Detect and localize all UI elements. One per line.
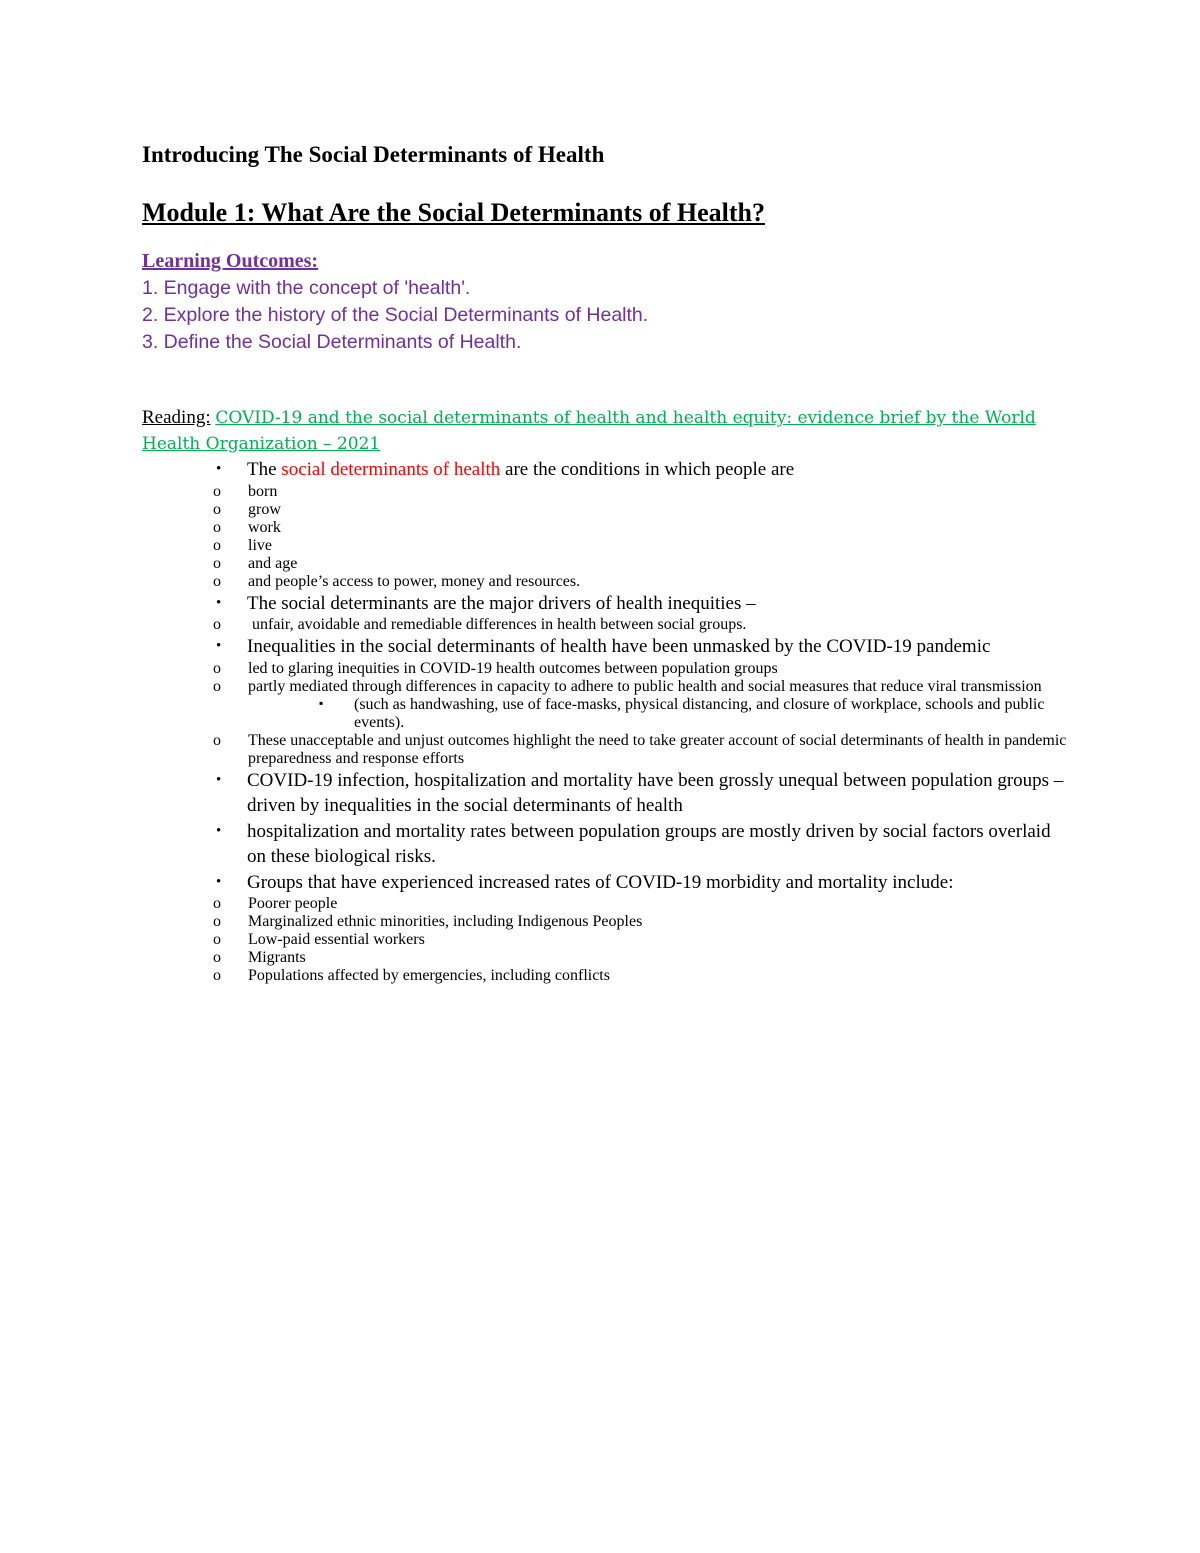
sub-list [142, 660, 1072, 768]
subsub-item-text: (such as handwashing, use of face-masks, physical distancing, and closure of workplace, schools and public events). [354, 695, 1045, 731]
sub-marker: o [213, 616, 221, 633]
bullet-marker: • [216, 771, 222, 788]
document-page [142, 140, 1072, 985]
reading-reference [142, 405, 1072, 457]
sub-item [142, 660, 1072, 678]
bullet-text: are the conditions in which people are [500, 459, 795, 480]
sub-item [142, 616, 1072, 634]
sub-marker: o [213, 913, 221, 930]
sub-item [142, 537, 1072, 555]
sub-item-text: led to glaring inequities in COVID-19 health outcomes between population groups [248, 659, 778, 677]
sub-item [142, 483, 1072, 501]
sub-list [142, 895, 1072, 985]
learning-outcome-item: 2. Explore the history of the Social Determinants of Health. [142, 304, 649, 326]
bullet-text: Groups that have experienced increased rates of COVID-19 morbidity and mortality include: [247, 871, 954, 893]
learning-outcome-item: 1. Engage with the concept of 'health'. [142, 277, 471, 299]
bullet-list [142, 457, 1072, 483]
sub-marker: o [213, 554, 221, 572]
reading-label: Reading: [142, 407, 211, 428]
sub-marker: o [213, 536, 221, 554]
sub-list [142, 483, 1072, 591]
sub-item [142, 949, 1072, 967]
bullet-item-conditions [142, 457, 1072, 483]
sub-item [142, 555, 1072, 573]
sub-marker: o [213, 500, 221, 518]
sub-item [142, 678, 1072, 732]
sub-item-text: Poorer people [248, 895, 338, 912]
bullet-list [142, 634, 1072, 660]
subsub-list [248, 696, 1072, 732]
sub-marker: o [213, 572, 221, 590]
sub-item-text: Marginalized ethnic minorities, including Indigenous Peoples [248, 913, 643, 930]
sub-marker: o [213, 482, 221, 500]
bullet-item-rates [142, 819, 1072, 870]
sub-item-text: live [248, 536, 272, 554]
sub-marker: o [213, 931, 221, 948]
sub-item-text: Low-paid essential workers [248, 931, 425, 948]
sub-marker: o [213, 677, 221, 695]
sub-item-text: work [248, 518, 281, 536]
sub-item-text: Migrants [248, 949, 306, 966]
square-marker: ▪ [319, 695, 324, 710]
subsub-item [248, 696, 1072, 732]
bullet-marker: • [216, 594, 222, 611]
bullet-text: The social determinants are the major drivers of health inequities – [247, 592, 756, 614]
module-heading: Module 1: What Are the Social Determinants of Health? [142, 198, 765, 227]
sub-marker: o [213, 895, 221, 912]
bullet-marker: • [216, 822, 222, 839]
sub-item-text: and age [248, 554, 298, 572]
bullet-marker: • [216, 461, 222, 477]
sub-list [142, 616, 1072, 634]
learning-outcomes-heading: Learning Outcomes: [142, 250, 319, 272]
document-title: Introducing The Social Determinants of Health [142, 142, 605, 167]
sub-item-text: Populations affected by emergencies, including conflicts [248, 967, 610, 984]
bullet-list [142, 768, 1072, 870]
sub-item-text: unfair, avoidable and remediable differences in health between social groups. [248, 616, 747, 633]
bullet-text: Inequalities in the social determinants of health have been unmasked by the COVID-19 pandemic [247, 636, 991, 657]
bullet-marker: • [216, 638, 222, 654]
sub-item-text: These unacceptable and unjust outcomes highlight the need to take greater account of social determinants of health in pandemic preparedness and response efforts [248, 731, 1067, 767]
sub-item-text: born [248, 482, 278, 500]
learning-outcomes [142, 248, 1072, 356]
bullet-marker: • [216, 873, 222, 890]
sub-item [142, 732, 1072, 768]
sub-item-text: and people’s access to power, money and resources. [248, 572, 581, 590]
bullet-text: The [247, 459, 282, 480]
sub-item [142, 967, 1072, 985]
sub-item-text: grow [248, 500, 281, 518]
sub-item-text: partly mediated through differences in capacity to adhere to public health and social measures that reduce viral transmission [248, 677, 1042, 695]
bullet-item-groups [142, 870, 1072, 896]
sub-item [142, 501, 1072, 519]
bullet-text: hospitalization and mortality rates between population groups are mostly driven by social factors overlaid on these biological risks. [247, 820, 1051, 867]
sub-marker: o [213, 659, 221, 677]
highlight-term: social determinants of health [281, 459, 501, 480]
bullet-item-unequal [142, 768, 1072, 819]
bullet-list [142, 870, 1072, 896]
sub-marker: o [213, 518, 221, 536]
sub-item [142, 573, 1072, 591]
sub-item [142, 895, 1072, 913]
sub-item [142, 931, 1072, 949]
sub-item [142, 913, 1072, 931]
learning-outcome-item: 3. Define the Social Determinants of Health. [142, 331, 522, 353]
sub-marker: o [213, 967, 221, 984]
bullet-text: COVID-19 infection, hospitalization and mortality have been grossly unequal between population groups – driven by inequalities in the social determinants of health [247, 769, 1064, 816]
reading-link[interactable]: COVID-19 and the social determinants of health and health equity: evidence brief by the World Health Organization – 2021 [142, 408, 1036, 454]
sub-item [142, 519, 1072, 537]
bullet-item-drivers [142, 591, 1072, 617]
sub-marker: o [213, 949, 221, 966]
bullet-item-inequalities [142, 634, 1072, 660]
sub-marker: o [213, 731, 221, 749]
bullet-list [142, 591, 1072, 617]
